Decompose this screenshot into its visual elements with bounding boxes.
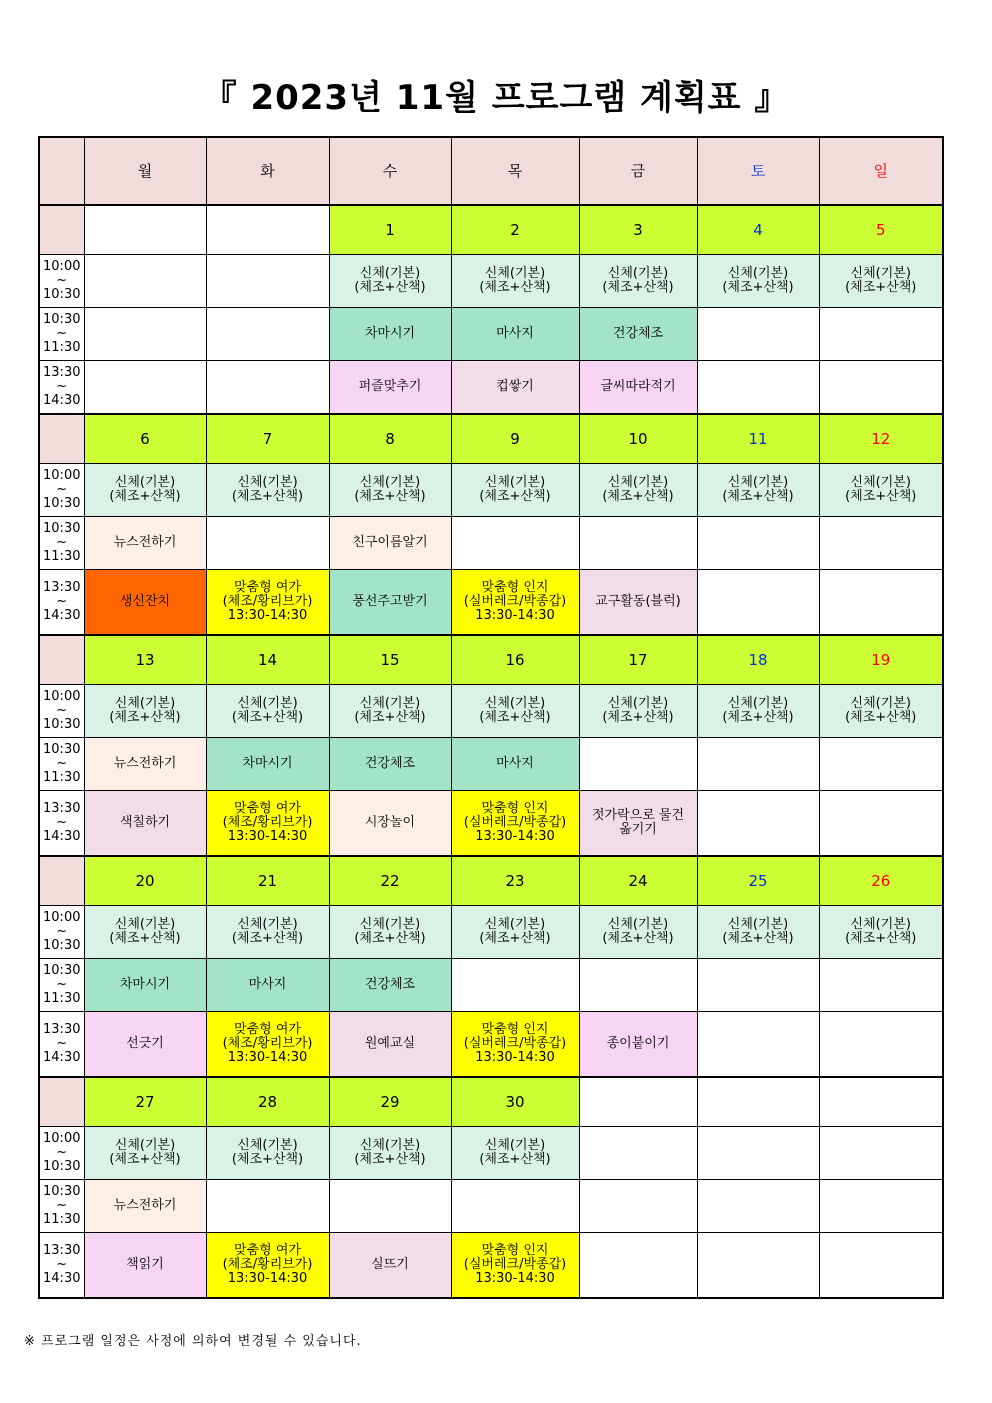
page-title: 『 2023년 11월 프로그램 계획표 』 <box>202 78 790 118</box>
date-cell-mon: 13 <box>84 635 206 685</box>
activity-cell-sun <box>819 1012 943 1078</box>
date-cell-sun: 12 <box>819 414 943 464</box>
week-1-dates-row <box>39 205 943 255</box>
activity-cell-wed: 신체(기본) (체조+산책) <box>329 1127 451 1180</box>
activity-cell-sat: 신체(기본) (체조+산책) <box>697 255 819 308</box>
activity-cell-sat <box>697 1233 819 1299</box>
date-cell-wed: 29 <box>329 1077 451 1127</box>
time-label: 13:30 ~ 14:30 <box>39 1233 84 1299</box>
activity-cell-sat <box>697 738 819 791</box>
activity-cell-fri: 건강체조 <box>579 308 697 361</box>
activity-cell-tue: 마사지 <box>206 959 329 1012</box>
time-label: 10:30 ~ 11:30 <box>39 517 84 570</box>
activity-cell-wed: 신체(기본) (체조+산책) <box>329 906 451 959</box>
day-header-mon: 월 <box>84 137 206 205</box>
activity-cell-sat <box>697 791 819 857</box>
activity-cell-fri: 신체(기본) (체조+산책) <box>579 255 697 308</box>
activity-cell-tue <box>206 1180 329 1233</box>
week-label-cell <box>39 205 84 255</box>
day-header-sat: 토 <box>697 137 819 205</box>
day-header-sun: 일 <box>819 137 943 205</box>
date-cell-mon: 27 <box>84 1077 206 1127</box>
activity-cell-tue: 차마시기 <box>206 738 329 791</box>
activity-cell-mon <box>84 361 206 415</box>
activity-cell-sat: 신체(기본) (체조+산책) <box>697 464 819 517</box>
activity-cell-thu: 신체(기본) (체조+산책) <box>451 255 579 308</box>
activity-cell-wed: 신체(기본) (체조+산책) <box>329 464 451 517</box>
activity-cell-thu: 마사지 <box>451 308 579 361</box>
activity-cell-sat: 신체(기본) (체조+산책) <box>697 685 819 738</box>
date-cell-sat: 11 <box>697 414 819 464</box>
activity-cell-wed: 건강체조 <box>329 738 451 791</box>
date-cell-thu: 9 <box>451 414 579 464</box>
activity-cell-mon: 뉴스전하기 <box>84 1180 206 1233</box>
activity-cell-thu: 맞춤형 인지 (실버레크/박종갑) 13:30-14:30 <box>451 1233 579 1299</box>
activity-cell-thu: 신체(기본) (체조+산책) <box>451 1127 579 1180</box>
activity-cell-tue: 맞춤형 여가 (체조/황리브가) 13:30-14:30 <box>206 1012 329 1078</box>
date-cell-thu: 2 <box>451 205 579 255</box>
time-label: 10:30 ~ 11:30 <box>39 738 84 791</box>
activity-cell-wed <box>329 1180 451 1233</box>
week-4-slot1-row <box>39 906 943 959</box>
activity-cell-sun <box>819 738 943 791</box>
time-label: 13:30 ~ 14:30 <box>39 1012 84 1078</box>
activity-cell-thu <box>451 959 579 1012</box>
activity-cell-fri: 종이붙이기 <box>579 1012 697 1078</box>
activity-cell-thu: 신체(기본) (체조+산책) <box>451 464 579 517</box>
activity-cell-sun <box>819 959 943 1012</box>
activity-cell-sun: 신체(기본) (체조+산책) <box>819 685 943 738</box>
activity-cell-fri: 젓가락으로 물건 옮기기 <box>579 791 697 857</box>
activity-cell-mon: 신체(기본) (체조+산책) <box>84 464 206 517</box>
date-cell-mon <box>84 205 206 255</box>
week-2-slot3-row <box>39 570 943 636</box>
activity-cell-thu: 맞춤형 인지 (실버레크/박종갑) 13:30-14:30 <box>451 1012 579 1078</box>
date-cell-tue: 7 <box>206 414 329 464</box>
activity-cell-wed: 건강체조 <box>329 959 451 1012</box>
activity-cell-thu: 신체(기본) (체조+산책) <box>451 906 579 959</box>
week-1-slot3-row <box>39 361 943 415</box>
date-cell-tue: 28 <box>206 1077 329 1127</box>
activity-cell-fri <box>579 738 697 791</box>
date-cell-fri: 24 <box>579 856 697 906</box>
activity-cell-wed: 시장놀이 <box>329 791 451 857</box>
activity-cell-fri <box>579 1127 697 1180</box>
date-cell-sat <box>697 1077 819 1127</box>
activity-cell-sun <box>819 1127 943 1180</box>
activity-cell-sun: 신체(기본) (체조+산책) <box>819 255 943 308</box>
week-label-cell <box>39 635 84 685</box>
date-cell-thu: 30 <box>451 1077 579 1127</box>
day-header-wed: 수 <box>329 137 451 205</box>
date-cell-sat: 4 <box>697 205 819 255</box>
activity-cell-thu: 맞춤형 인지 (실버레크/박종갑) 13:30-14:30 <box>451 791 579 857</box>
date-cell-fri: 3 <box>579 205 697 255</box>
activity-cell-fri: 신체(기본) (체조+산책) <box>579 464 697 517</box>
time-label: 10:00 ~ 10:30 <box>39 1127 84 1180</box>
date-cell-fri: 10 <box>579 414 697 464</box>
activity-cell-sun <box>819 361 943 415</box>
activity-cell-fri: 교구활동(블럭) <box>579 570 697 636</box>
activity-cell-wed: 퍼즐맞추기 <box>329 361 451 415</box>
date-cell-sun: 26 <box>819 856 943 906</box>
week-5-slot1-row <box>39 1127 943 1180</box>
time-label: 10:00 ~ 10:30 <box>39 906 84 959</box>
time-label: 10:00 ~ 10:30 <box>39 255 84 308</box>
activity-cell-tue: 신체(기본) (체조+산책) <box>206 1127 329 1180</box>
week-1-slot1-row <box>39 255 943 308</box>
activity-cell-tue: 맞춤형 여가 (체조/황리브가) 13:30-14:30 <box>206 1233 329 1299</box>
activity-cell-sat <box>697 517 819 570</box>
schedule-table <box>38 136 944 1299</box>
week-3-slot1-row <box>39 685 943 738</box>
activity-cell-tue: 신체(기본) (체조+산책) <box>206 906 329 959</box>
activity-cell-mon: 신체(기본) (체조+산책) <box>84 1127 206 1180</box>
week-2-slot2-row <box>39 517 943 570</box>
activity-cell-sun <box>819 791 943 857</box>
time-label: 13:30 ~ 14:30 <box>39 361 84 415</box>
day-header-tue: 화 <box>206 137 329 205</box>
date-cell-wed: 8 <box>329 414 451 464</box>
time-label: 13:30 ~ 14:30 <box>39 570 84 636</box>
time-label: 10:30 ~ 11:30 <box>39 1180 84 1233</box>
week-4-slot3-row <box>39 1012 943 1078</box>
time-label: 10:30 ~ 11:30 <box>39 308 84 361</box>
date-cell-thu: 16 <box>451 635 579 685</box>
activity-cell-sun <box>819 1233 943 1299</box>
activity-cell-wed: 풍선주고받기 <box>329 570 451 636</box>
activity-cell-sun <box>819 308 943 361</box>
day-header-fri: 금 <box>579 137 697 205</box>
activity-cell-tue <box>206 361 329 415</box>
week-3-slot2-row <box>39 738 943 791</box>
activity-cell-mon: 책읽기 <box>84 1233 206 1299</box>
day-header-row <box>39 137 943 205</box>
activity-cell-tue <box>206 255 329 308</box>
week-1-slot2-row <box>39 308 943 361</box>
week-label-cell <box>39 1077 84 1127</box>
activity-cell-sun: 신체(기본) (체조+산책) <box>819 464 943 517</box>
week-label-cell <box>39 856 84 906</box>
activity-cell-sat <box>697 959 819 1012</box>
date-cell-thu: 23 <box>451 856 579 906</box>
time-label: 10:30 ~ 11:30 <box>39 959 84 1012</box>
date-cell-fri: 17 <box>579 635 697 685</box>
corner-cell <box>39 137 84 205</box>
activity-cell-thu <box>451 1180 579 1233</box>
date-cell-tue: 21 <box>206 856 329 906</box>
week-4-dates-row <box>39 856 943 906</box>
time-label: 10:00 ~ 10:30 <box>39 685 84 738</box>
activity-cell-fri: 신체(기본) (체조+산책) <box>579 906 697 959</box>
activity-cell-fri <box>579 517 697 570</box>
activity-cell-fri: 글씨따라적기 <box>579 361 697 415</box>
activity-cell-tue <box>206 308 329 361</box>
activity-cell-wed: 실뜨기 <box>329 1233 451 1299</box>
activity-cell-wed: 친구이름알기 <box>329 517 451 570</box>
date-cell-sat: 25 <box>697 856 819 906</box>
activity-cell-mon <box>84 308 206 361</box>
week-5-slot2-row <box>39 1180 943 1233</box>
activity-cell-mon: 색칠하기 <box>84 791 206 857</box>
date-cell-mon: 6 <box>84 414 206 464</box>
activity-cell-wed: 원예교실 <box>329 1012 451 1078</box>
week-2-dates-row <box>39 414 943 464</box>
date-cell-tue <box>206 205 329 255</box>
week-2-slot1-row <box>39 464 943 517</box>
activity-cell-tue: 신체(기본) (체조+산책) <box>206 685 329 738</box>
date-cell-fri <box>579 1077 697 1127</box>
activity-cell-thu: 신체(기본) (체조+산책) <box>451 685 579 738</box>
activity-cell-fri: 신체(기본) (체조+산책) <box>579 685 697 738</box>
activity-cell-wed: 신체(기본) (체조+산책) <box>329 255 451 308</box>
activity-cell-mon: 뉴스전하기 <box>84 517 206 570</box>
activity-cell-thu: 맞춤형 인지 (실버레크/박종갑) 13:30-14:30 <box>451 570 579 636</box>
activity-cell-sun: 신체(기본) (체조+산책) <box>819 906 943 959</box>
activity-cell-mon: 신체(기본) (체조+산책) <box>84 906 206 959</box>
activity-cell-fri <box>579 959 697 1012</box>
activity-cell-sat <box>697 1012 819 1078</box>
date-cell-sat: 18 <box>697 635 819 685</box>
activity-cell-thu: 마사지 <box>451 738 579 791</box>
week-4-slot2-row <box>39 959 943 1012</box>
footer-note: ※ 프로그램 일정은 사정에 의하여 변경될 수 있습니다. <box>24 1334 362 1349</box>
activity-cell-wed: 신체(기본) (체조+산책) <box>329 685 451 738</box>
date-cell-wed: 22 <box>329 856 451 906</box>
activity-cell-mon <box>84 255 206 308</box>
activity-cell-thu: 컵쌓기 <box>451 361 579 415</box>
time-label: 13:30 ~ 14:30 <box>39 791 84 857</box>
week-3-dates-row <box>39 635 943 685</box>
activity-cell-tue: 맞춤형 여가 (체조/황리브가) 13:30-14:30 <box>206 791 329 857</box>
week-label-cell <box>39 414 84 464</box>
date-cell-wed: 1 <box>329 205 451 255</box>
activity-cell-sun <box>819 570 943 636</box>
date-cell-mon: 20 <box>84 856 206 906</box>
week-5-dates-row <box>39 1077 943 1127</box>
activity-cell-tue <box>206 517 329 570</box>
activity-cell-mon: 선긋기 <box>84 1012 206 1078</box>
activity-cell-sat <box>697 1180 819 1233</box>
activity-cell-sun <box>819 1180 943 1233</box>
activity-cell-thu <box>451 517 579 570</box>
date-cell-sun: 19 <box>819 635 943 685</box>
date-cell-sun <box>819 1077 943 1127</box>
date-cell-tue: 14 <box>206 635 329 685</box>
activity-cell-mon: 차마시기 <box>84 959 206 1012</box>
activity-cell-sat <box>697 570 819 636</box>
activity-cell-mon: 생신잔치 <box>84 570 206 636</box>
activity-cell-sat <box>697 308 819 361</box>
activity-cell-sat <box>697 1127 819 1180</box>
activity-cell-mon: 뉴스전하기 <box>84 738 206 791</box>
activity-cell-fri <box>579 1180 697 1233</box>
date-cell-wed: 15 <box>329 635 451 685</box>
activity-cell-tue: 맞춤형 여가 (체조/황리브가) 13:30-14:30 <box>206 570 329 636</box>
day-header-thu: 목 <box>451 137 579 205</box>
week-5-slot3-row <box>39 1233 943 1299</box>
activity-cell-sat <box>697 361 819 415</box>
time-label: 10:00 ~ 10:30 <box>39 464 84 517</box>
activity-cell-wed: 차마시기 <box>329 308 451 361</box>
activity-cell-tue: 신체(기본) (체조+산책) <box>206 464 329 517</box>
week-3-slot3-row <box>39 791 943 857</box>
activity-cell-sun <box>819 517 943 570</box>
activity-cell-sat: 신체(기본) (체조+산책) <box>697 906 819 959</box>
activity-cell-fri <box>579 1233 697 1299</box>
activity-cell-mon: 신체(기본) (체조+산책) <box>84 685 206 738</box>
date-cell-sun: 5 <box>819 205 943 255</box>
